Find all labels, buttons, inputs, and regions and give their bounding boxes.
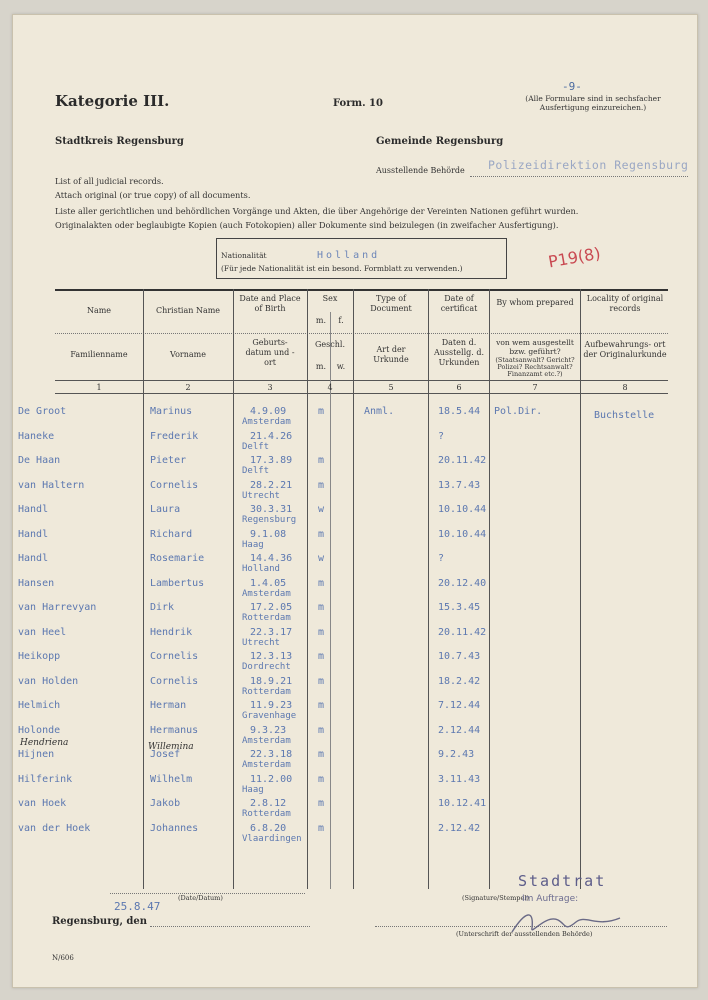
form-number: Form. 10 [333,98,383,109]
table-top-rule [55,289,668,291]
row-sex: m [318,749,325,760]
row-certificate-date: 10.7.43 [438,651,481,662]
row-birth-place: Gravenhage [242,711,297,721]
row-certificate-date: 2.12.42 [438,822,481,834]
row-christian-name: Laura [150,504,181,515]
row-sex: m [318,822,325,834]
col-header-date-cert: Date of certificat [440,294,478,313]
row-birth-date: 14.4.36 [250,553,293,564]
row-birth-date: 11.9.23 [250,700,293,711]
row-birth-date: 17.3.89 [250,455,293,466]
col-number-7: 7 [532,383,538,392]
row-birth-place: Utrecht [242,490,280,501]
col-header-daten-ausstellung: Daten d. Ausstellg. d. Urkunden [433,338,485,367]
row-certificate-date: 20.12.40 [438,577,487,589]
row-sex: m [318,651,325,662]
row-birth-place: Delft [242,466,270,476]
col-divider-2 [233,289,234,889]
row-christian-name: Cornelis [150,675,199,687]
row-birth-place: Amsterdam [242,735,291,746]
col-number-1: 1 [96,383,102,392]
stadtrat-stamp: Stadtrat [518,872,607,890]
stamp-im-auftrage: Im Auftrage: [522,894,579,904]
row-name: De Groot [18,406,67,417]
gemeinde-label: Gemeinde Regensburg [376,136,504,147]
row-sex: m [318,455,325,466]
row-name: Helmich [18,700,61,711]
row-sex: m [318,798,325,809]
form-id: N/606 [52,954,74,962]
instruction-line-4: Originalakten oder beglaubigte Kopien (auch Fotokopien) aller Dokumente sind beizulegen (in zweifacher Ausfertigung). [55,220,559,230]
row-name: Heikopp [18,651,61,662]
first-row-doc-type: Anml. [364,406,395,417]
row-birth-place: Amsterdam [242,760,291,770]
row-name: Hansen [18,577,55,589]
row-christian-name: Frederik [150,430,199,442]
col-header-geschl-m: m. [315,362,327,371]
col-header-sex-f: f. [338,316,344,325]
row-certificate-date: 9.2.43 [438,749,475,760]
row-birth-place: Amsterdam [242,417,291,427]
row-name: Haneke [18,430,55,442]
col-header-art-urkunde: Art der Urkunde [373,345,409,364]
col-header-prepared-by: By whom prepared [496,298,574,307]
row-name: Handl [18,528,49,540]
pencil-annotation: P19(8) [546,243,602,272]
col-divider-3 [307,289,308,889]
row-birth-date: 18.9.21 [250,675,293,687]
row-birth-date: 21.4.26 [250,430,293,442]
col-header-vorname: Vorname [170,350,206,359]
col-number-3: 3 [267,383,273,392]
row-christian-name: Hermanus [150,724,199,736]
col-header-geschl: Geschl. [315,340,345,349]
table-header-dotted-divider [55,333,668,334]
col-header-geschl-w: w. [336,362,346,371]
handwritten-first-name-correction: Willemina [148,742,194,752]
nationality-box [216,238,507,279]
row-birth-place: Dordrecht [242,662,291,672]
row-sex: m [318,675,325,687]
row-sex: m [318,724,325,736]
signature-caption: (Signature/Stempel) [462,894,529,902]
authority-dotted-line [470,176,688,177]
col-number-2: 2 [185,383,191,392]
row-sex: w [318,553,325,564]
copies-note: (Alle Formulare sind in sechsfacher Ausfertigung einzureichen.) [525,94,661,112]
handwritten-signature [506,902,626,942]
col-number-5: 5 [388,383,394,392]
row-birth-date: 28.2.21 [250,479,293,491]
row-birth-place: Haag [242,784,264,795]
row-certificate-date: 10.10.44 [438,528,487,540]
row-christian-name: Richard [150,528,193,540]
col-number-8: 8 [622,383,628,392]
row-birth-date: 30.3.31 [250,504,293,515]
col-header-sex: Sex [322,294,338,303]
row-certificate-date: 2.12.44 [438,724,481,736]
row-sex: m [318,602,325,613]
col-number-4: 4 [327,383,333,392]
row-certificate-date: 20.11.42 [438,626,487,638]
row-christian-name: Johannes [150,822,199,834]
place-date-label: Regensburg, den [52,916,148,927]
nationality-label: Nationalität [221,251,267,260]
row-certificate-date: 13.7.43 [438,479,481,491]
col-divider-1 [143,289,144,889]
issuing-authority-label: Ausstellende Behörde [376,166,465,175]
row-certificate-date: 20.11.42 [438,455,487,466]
row-sex: m [318,406,325,417]
row-birth-place: Utrecht [242,637,280,648]
row-certificate-date: 18.5.44 [438,406,481,417]
row-birth-date: 9.1.08 [250,528,287,540]
row-name: van Harrevyan [18,602,97,613]
row-christian-name: Dirk [150,602,175,613]
col-header-von-wem-examples: (Staatsanwalt? Gericht? Polizei? Rechtsanwalt? Finanzamt etc.?) [495,356,575,378]
col-number-6: 6 [456,383,462,392]
row-christian-name: Cornelis [150,479,199,491]
date-caption: (Date/Datum) [178,894,223,902]
row-birth-date: 22.3.17 [250,626,293,638]
table-number-row-rule [55,393,668,394]
row-christian-name: Marinus [150,406,193,417]
col-header-aufbewahrungsort: Aufbewahrungs- ort der Originalurkunde [583,340,667,359]
row-certificate-date: 10.12.41 [438,798,487,809]
row-birth-date: 12.3.13 [250,651,293,662]
first-row-locality: Buchstelle [594,410,655,421]
row-certificate-date: ? [438,430,445,442]
row-birth-place: Delft [242,441,270,452]
row-sex: m [318,479,325,491]
row-sex: w [318,504,325,515]
row-birth-date: 11.2.00 [250,773,293,785]
col-divider-6 [489,289,490,889]
row-birth-date: 2.8.12 [250,798,287,809]
row-sex: m [318,626,325,638]
col-header-christian-name: Christian Name [155,306,221,315]
col-header-sex-m: m. [315,316,327,325]
row-name: van der Hoek [18,822,91,834]
row-sex: m [318,577,325,589]
row-sex: m [318,773,325,785]
nationality-instruction: (Für jede Nationalität ist ein besond. Formblatt zu verwenden.) [221,264,463,273]
table-header-bottom-rule [55,380,668,381]
category-title: Kategorie III. [55,92,170,110]
place-date-line [150,926,310,927]
row-birth-place: Haag [242,539,264,550]
row-birth-place: Rotterdam [242,809,291,819]
row-name: van Hoek [18,798,67,809]
row-birth-date: 4.9.09 [250,406,287,417]
row-certificate-date: 10.10.44 [438,504,487,515]
row-birth-place: Amsterdam [242,588,291,599]
row-certificate-date: 18.2.42 [438,675,481,687]
row-name: van Heel [18,626,67,638]
first-row-issuer: Pol.Dir. [494,406,543,417]
instruction-line-2: Attach original (or true copy) of all documents. [55,190,251,200]
row-name: De Haan [18,455,61,466]
row-christian-name: Hendrik [150,626,193,638]
row-birth-place: Rotterdam [242,686,291,697]
nationality-value: Holland [317,250,381,261]
row-christian-name: Herman [150,700,187,711]
row-sex: m [318,700,325,711]
row-name: Hijnen [18,749,55,760]
row-certificate-date: 15.3.45 [438,602,481,613]
row-birth-place: Regensburg [242,515,297,525]
row-christian-name: Jakob [150,798,181,809]
col-header-name: Name [86,306,112,315]
row-christian-name: Josef [150,749,181,760]
row-sex: m [318,528,325,540]
col-divider-4 [353,289,354,889]
handwritten-name-correction: Hendriena [20,738,69,748]
row-christian-name: Lambertus [150,577,205,589]
issuing-authority-stamp: Polizeidirektion Regensburg [488,158,689,172]
row-christian-name: Rosemarie [150,553,205,564]
row-name: Hilferink [18,773,73,785]
row-name: Handl [18,553,49,564]
col-header-doc-type: Type of Document [370,294,412,313]
row-certificate-date: 7.12.44 [438,700,481,711]
row-birth-date: 9.3.23 [250,724,287,736]
col-divider-7 [580,289,581,889]
row-christian-name: Cornelis [150,651,199,662]
col-header-birth: Date and Place of Birth [239,294,301,313]
col-header-geburtsdatum: Geburts- datum und -ort [245,338,295,367]
instruction-line-3: Liste aller gerichtlichen und behördlichen Vorgänge und Akten, die über Angehörige der Vereinten Nationen geführt wurden. [55,206,579,216]
row-birth-date: 22.3.18 [250,749,293,760]
row-birth-date: 6.8.20 [250,822,287,834]
stadtkreis-label: Stadtkreis Regensburg [55,136,184,147]
row-christian-name: Wilhelm [150,773,193,785]
row-birth-place: Vlaardingen [242,833,302,844]
row-name: Handl [18,504,49,515]
row-certificate-date: ? [438,553,445,564]
row-birth-date: 1.4.05 [250,577,287,589]
row-name: van Haltern [18,479,85,491]
instruction-line-1: List of all judicial records. [55,176,164,186]
row-name: van Holden [18,675,79,687]
date-dotted-line [110,893,305,894]
row-birth-date: 17.2.05 [250,602,293,613]
col-divider-sex [330,312,331,889]
row-birth-place: Holland [242,564,280,574]
row-christian-name: Pieter [150,455,187,466]
completion-date: 25.8.47 [114,900,161,913]
col-header-familienname: Familienname [70,350,128,359]
col-header-locality: Locality of original records [586,294,664,313]
row-certificate-date: 3.11.43 [438,773,481,785]
col-divider-5 [428,289,429,889]
row-birth-place: Rotterdam [242,613,291,623]
authority-signature-caption: (Unterschrift der ausstellenden Behörde) [456,930,593,938]
page-number: -9- [562,80,582,93]
row-name: Holonde [18,724,61,736]
col-header-von-wem: von wem ausgestellt bzw. geführt? [496,338,574,356]
